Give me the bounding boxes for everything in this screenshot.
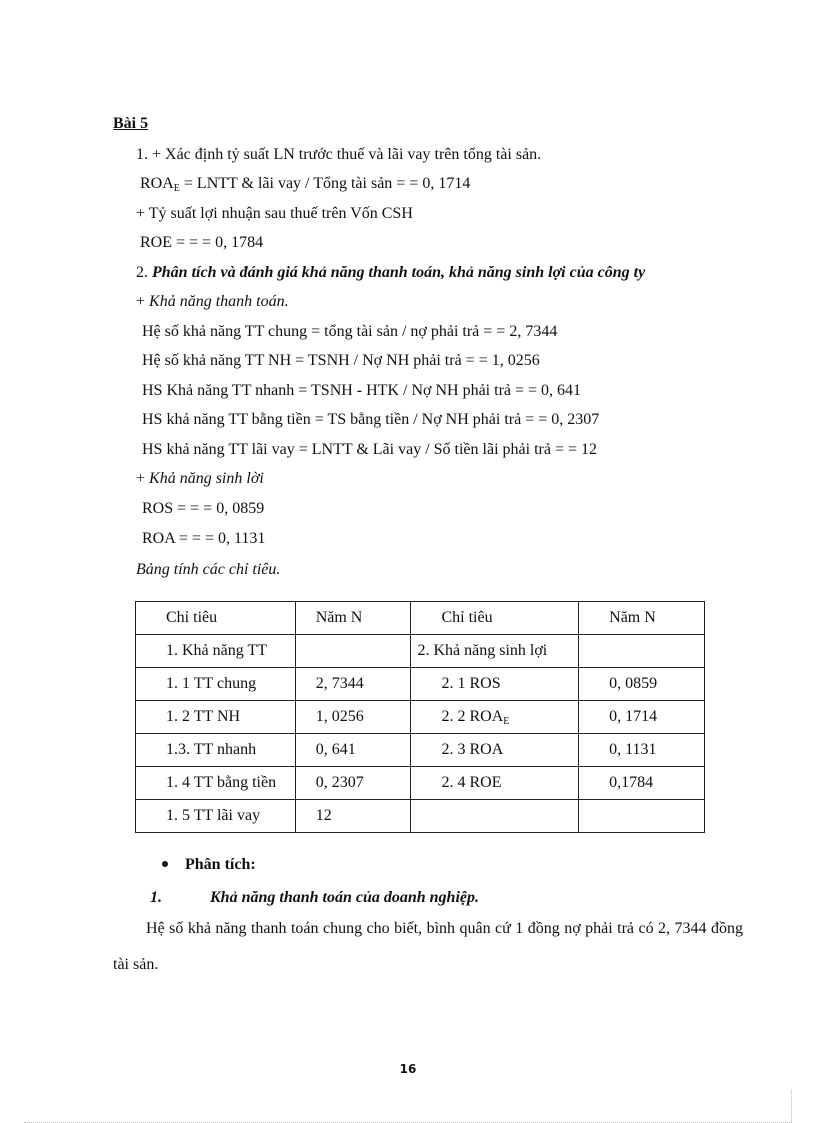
line-quick-liquidity: HS Khả năng TT nhanh = TSNH - HTK / Nợ NH phải trả = = 0, 641 bbox=[142, 382, 582, 399]
table-cell bbox=[579, 800, 705, 833]
table-cell: 2. 4 ROE bbox=[411, 767, 579, 800]
line-current-liquidity: Hệ số khả năng TT NH = TSNH / Nợ NH phải trả = = 1, 0256 bbox=[142, 352, 540, 369]
table-cell: 2, 7344 bbox=[295, 668, 411, 701]
analysis-paragraph: Hệ số khả năng thanh toán chung cho biết, bình quân cứ 1 đồng nợ phải trả có 2, 7344 đồng tài sản. bbox=[113, 920, 743, 973]
table-row bbox=[136, 635, 705, 668]
line-roa-definition: 1. + Xác định tỷ suất LN trước thuế và lãi vay trên tổng tài sản. bbox=[136, 146, 542, 163]
line-roe-definition: + Tỷ suất lợi nhuận sau thuế trên Vốn CSH bbox=[136, 205, 413, 222]
plus-sign: + bbox=[136, 293, 150, 310]
table-row bbox=[136, 701, 705, 734]
table-cell: 1.3. TT nhanh bbox=[136, 734, 296, 767]
analysis-section-title: Khả năng thanh toán của doanh nghiệp. bbox=[210, 889, 479, 906]
profitability-heading-text: Khả năng sinh lời bbox=[149, 470, 264, 487]
table-cell: 12 bbox=[295, 800, 411, 833]
table-cell bbox=[579, 635, 705, 668]
analysis-bullet-label: Phân tích: bbox=[185, 856, 256, 873]
table-cell: 0, 641 bbox=[295, 734, 411, 767]
table-cell: 0, 2307 bbox=[295, 767, 411, 800]
line-roa-value: ROA = = = 0, 1131 bbox=[142, 530, 266, 547]
table-cell: 0,1784 bbox=[579, 767, 705, 800]
table-header-cell: Năm N bbox=[579, 602, 705, 635]
line-section-2-title bbox=[136, 263, 645, 283]
table-cell bbox=[411, 701, 579, 734]
table-cell: 1. Khả năng TT bbox=[136, 635, 296, 668]
liquidity-heading-text: Khả năng thanh toán. bbox=[149, 293, 289, 310]
table-row bbox=[136, 734, 705, 767]
line-general-liquidity: Hệ số khả năng TT chung = tổng tài sản / nợ phải trả = = 2, 7344 bbox=[142, 323, 558, 340]
line-ros-formula: ROS = = = 0, 0859 bbox=[142, 500, 265, 517]
table-header-row bbox=[136, 602, 705, 635]
line-liquidity-heading bbox=[136, 292, 289, 312]
exercise-heading: Bài 5 bbox=[113, 115, 149, 132]
line-roe-formula: ROE = = = 0, 1784 bbox=[140, 234, 264, 251]
table-cell: 1. 5 TT lãi vay bbox=[136, 800, 296, 833]
line-interest-coverage: HS khả năng TT lãi vay = LNTT & Lãi vay / Số tiền lãi phải trả = = 12 bbox=[142, 441, 597, 458]
roa-e-subscript: E bbox=[503, 716, 510, 727]
table-header-cell: Chỉ tiêu bbox=[411, 602, 579, 635]
table-header-cell: Chỉ tiêu bbox=[136, 602, 296, 635]
roa-formula-text: = LNTT & lãi vay / Tổng tài sản = = 0, 1714 bbox=[179, 175, 471, 192]
table-cell: 0, 1714 bbox=[579, 701, 705, 734]
table-cell: 1. 1 TT chung bbox=[136, 668, 296, 701]
roa-subscript: E bbox=[173, 183, 180, 194]
section-2-text: Phân tích và đánh giá khả năng thanh toán, khả năng sinh lợi của công ty bbox=[152, 264, 646, 281]
table-row bbox=[136, 668, 705, 701]
page-border-right bbox=[791, 1090, 792, 1123]
table-row bbox=[136, 800, 705, 833]
table-cell: 1. 2 TT NH bbox=[136, 701, 296, 734]
line-profitability-heading bbox=[136, 469, 264, 489]
table-cell bbox=[411, 800, 579, 833]
table-cell: 2. 3 ROA bbox=[411, 734, 579, 767]
roa-e-label: 2. 2 ROA bbox=[441, 708, 504, 725]
analysis-section-number: 1. bbox=[150, 889, 162, 906]
roa-label: ROA bbox=[140, 175, 174, 192]
line-roa-formula bbox=[140, 174, 470, 194]
table-cell: 2. Khả năng sinh lợi bbox=[411, 635, 579, 668]
indicator-table bbox=[135, 601, 705, 833]
table-cell: 2. 1 ROS bbox=[411, 668, 579, 701]
table-header-cell: Năm N bbox=[295, 602, 411, 635]
line-cash-liquidity: HS khả năng TT bằng tiền = TS bằng tiền / Nợ NH phải trả = = 0, 2307 bbox=[142, 411, 600, 428]
page-number: 16 bbox=[399, 1062, 417, 1076]
bullet-dot-icon bbox=[162, 861, 168, 867]
table-caption: Bảng tính các chỉ tiêu. bbox=[136, 561, 281, 578]
table-cell: 0, 1131 bbox=[579, 734, 705, 767]
table-row bbox=[136, 767, 705, 800]
table-cell: 0, 0859 bbox=[579, 668, 705, 701]
plus-sign: + bbox=[136, 470, 150, 487]
section-2-number: 2. bbox=[136, 264, 152, 281]
table-cell bbox=[295, 635, 411, 668]
table-cell: 1, 0256 bbox=[295, 701, 411, 734]
table-cell: 1. 4 TT bằng tiền bbox=[136, 767, 296, 800]
